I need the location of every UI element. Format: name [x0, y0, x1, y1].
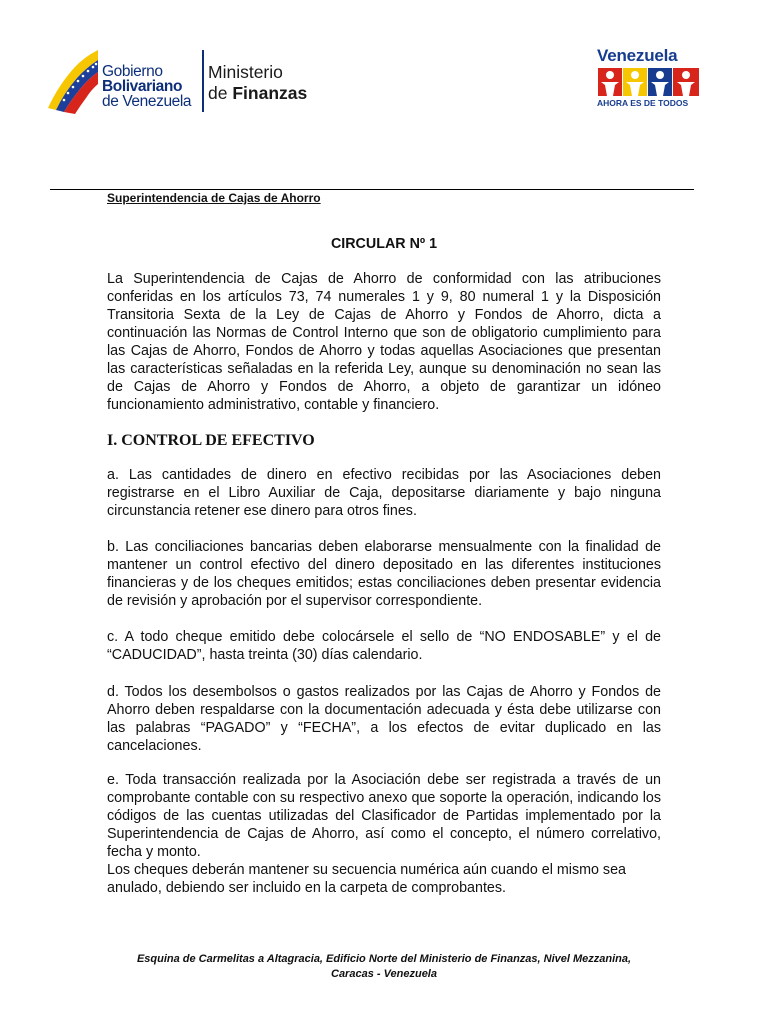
- item-e-block: [107, 771, 661, 897]
- government-line-2: Bolivariano: [102, 78, 183, 95]
- ministry-line-2: [208, 83, 307, 104]
- government-logo: [44, 46, 314, 116]
- government-name: [102, 64, 191, 109]
- venezuela-flag-icon: [44, 46, 102, 116]
- logo-divider: [202, 50, 204, 112]
- intro-paragraph: La Superintendencia de Cajas de Ahorro de conformidad con las atribuciones conferidas en los artículos 73, 74 numerales 1 y 9, 80 numeral 1 y la Disposición Transitoria Sexta de la Ley de Cajas de Ahorro y Fondos de Ahorro, dicta a continuación las Normas de Control Interno que son de obligatorio cumplimiento para las Cajas de Ahorro, Fondos de Ahorro y todas aquellas Asociaciones que presentan las características señaladas en la referida Ley, aunque su denominación no sean las de Cajas de Ahorro y Fondos de Ahorro, a objeto de garantizar un idóneo funcionamiento administrativo, contable y financiero.: [107, 271, 661, 413]
- ministry-line-1: Ministerio: [208, 62, 283, 82]
- item-a: a. Las cantidades de dinero en efectivo recibidas por las Asociaciones deben registrarse en el Libro Auxiliar de Caja, depositarse diariamente y bajo ninguna circunstancia retener ese dinero para otros fines.: [107, 467, 661, 519]
- footer-address: [0, 952, 768, 982]
- item-e: e. Toda transacción realizada por la Asociación debe ser registrada a través de un comprobante contable con su respectivo anexo que soporte la operación, indicando los códigos de las cuentas utilizadas del Clasificador de Partidas implementado por la Superintendencia de Cajas de Ahorro, así como el concepto, el número correlativo, fecha y monto.: [107, 772, 661, 860]
- circular-title: CIRCULAR Nº 1: [330, 236, 438, 252]
- ministry-finanzas: Finanzas: [232, 83, 308, 103]
- campaign-subtitle: AHORA ES DE TODOS: [597, 98, 689, 108]
- people-figures-icon: [597, 66, 701, 98]
- office-name: Superintendencia de Cajas de Ahorro: [107, 191, 321, 205]
- government-line-3: de Venezuela: [102, 93, 192, 110]
- footer-line-2: Caracas - Venezuela: [331, 968, 437, 980]
- government-line-1: Gobierno: [102, 63, 163, 80]
- header-rule: [50, 189, 694, 190]
- campaign-title: Venezuela: [597, 46, 678, 65]
- item-d: d. Todos los desembolsos o gastos realizados por las Cajas de Ahorro y Fondos de Ahorro deben respaldarse con la documentación adecuada y ésta debe utilizarse con las palabras “PAGADO” y “FECHA”, a los efectos de evitar duplicado en las cancelaciones.: [107, 684, 661, 754]
- item-c: c. A todo cheque emitido debe colocársele el sello de “NO ENDOSABLE” y el de “CADUCIDAD”, hasta treinta (30) días calendario.: [107, 629, 661, 663]
- item-b: b. Las conciliaciones bancarias deben elaborarse mensualmente con la finalidad de mantener un control efectivo del dinero depositado en las diferentes instituciones financieras y de los cheques emitidos; estas conciliaciones deben presentar evidencia de revisión y aprobación por el supervisor correspondiente.: [107, 539, 661, 609]
- section-heading: I. CONTROL DE EFECTIVO: [107, 432, 315, 449]
- footer-line-1: Esquina de Carmelitas a Altagracia, Edificio Norte del Ministerio de Finanzas, Nivel Mezzanina,: [136, 953, 632, 965]
- ministry-de: de: [208, 83, 228, 103]
- campaign-logo: [595, 46, 705, 112]
- ministry-name: [208, 62, 307, 104]
- item-e-note: Los cheques deberán mantener su secuencia numérica aún cuando el mismo sea anulado, debiendo ser incluido en la carpeta de comprobantes.: [107, 862, 626, 896]
